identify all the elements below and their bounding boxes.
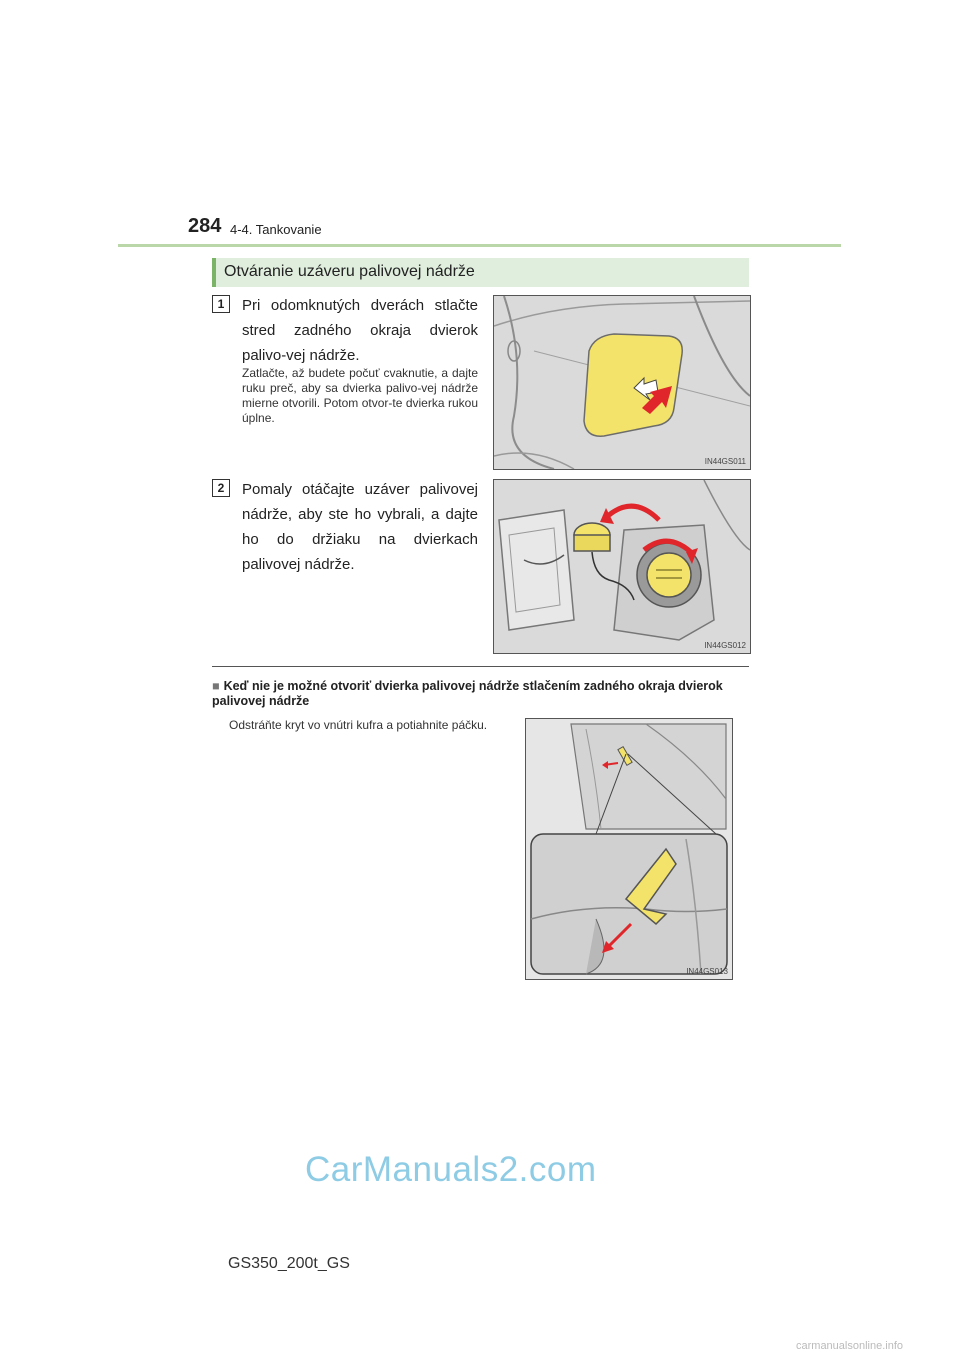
square-bullet-icon: ■ xyxy=(212,679,220,693)
figure-trunk-lever xyxy=(525,718,733,980)
step-1-note: Zatlačte, až budete počuť cvaknutie, a dajte ruku preč, aby sa dvierka palivo-vej nádrže mierne otvorili. Potom otvor-te dvierka rukou úplne. xyxy=(242,366,478,425)
fuel-door-illustration xyxy=(494,296,750,469)
note-title xyxy=(212,679,749,709)
figure-fuel-door xyxy=(493,295,751,470)
watermark-text: CarManuals2.com xyxy=(305,1150,597,1189)
note-rule xyxy=(212,666,749,667)
footer-model: GS350_200t_GS xyxy=(228,1255,350,1272)
section-title: Otváranie uzáveru palivovej nádrže xyxy=(224,263,475,280)
step-2-number: 2 xyxy=(212,479,230,497)
figure-code-1: IN44GS011 xyxy=(704,457,746,466)
step-2-text: Pomaly otáčajte uzáver palivovej nádrže, aby ste ho vybrali, a dajte ho do držiaku na dvierkach palivovej nádrže. xyxy=(242,481,478,573)
page-number: 284 xyxy=(188,215,222,237)
figure-fuel-cap xyxy=(493,479,751,654)
footer-site: carmanualsonline.info xyxy=(796,1340,904,1352)
figure-code-3: IN44GS013 xyxy=(686,967,728,976)
figure-code-2: IN44GS012 xyxy=(704,641,746,650)
note-body: Odstráňte kryt vo vnútri kufra a potiahnite páčku. xyxy=(229,718,488,732)
chapter-title: 4-4. Tankovanie xyxy=(230,222,322,237)
fuel-cap-illustration xyxy=(494,480,750,653)
step-1-text: Pri odomknutých dverách stlačte stred zadného okraja dvierok palivo-vej nádrže. xyxy=(242,297,478,364)
note-title-text: Keď nie je možné otvoriť dvierka palivovej nádrže stlačením zadného okraja dvierok palivovej nádrže xyxy=(212,679,723,708)
step-1-number: 1 xyxy=(212,295,230,313)
header-rule xyxy=(118,244,841,247)
trunk-lever-illustration xyxy=(526,719,732,979)
